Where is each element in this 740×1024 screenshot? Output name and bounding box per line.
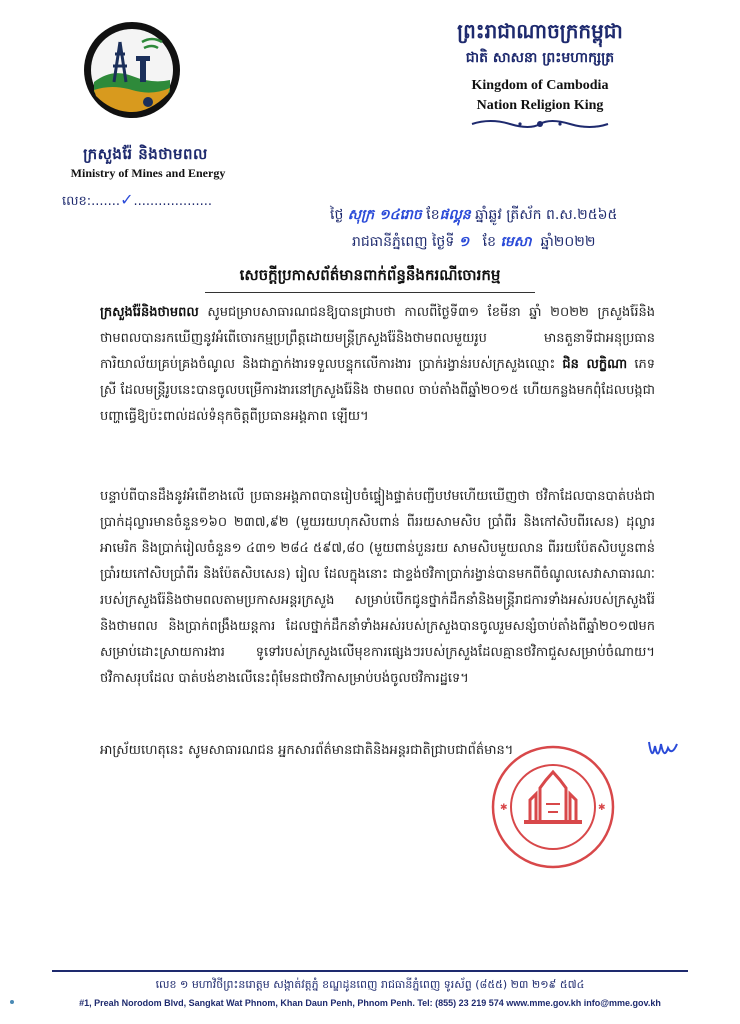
national-motto-english: Nation Religion King [476, 98, 604, 113]
paragraph-1-lead: ក្រសួងរ៉ែនិងថាមពល [100, 305, 199, 320]
paragraph-1-text-a: សូមជម្រាបសាធារណជនឱ្យបានជ្រាបថា កាលពីថ្ងៃទី៣១ ខែមីនា ឆ្នាំ ២០២២ ក្រសួងរ៉ែនិងថាមពលបានរកឃើញនូវអំពើចោរកម្មប្រព្រឹត្តដោយមន្ត្រីក្រសួងរ៉ែនិងថាមពលមួយរូប មានតួនាទីជាអនុប្រធានការិយាល័យគ្រប់គ្រងចំណូល និងជាភ្នាក់ងារទទួលបន្ទុកលើការងារ ប្រាក់រង្វាន់របស់ក្រសួងឈ្មោះ [100, 305, 655, 372]
reference-dots: ................... [133, 194, 212, 209]
lunar-date-line [330, 205, 617, 226]
national-motto-khmer: ជាតិ សាសនា ព្រះមហាក្សត្រ [465, 50, 615, 66]
lunar-month-handwritten: ផល្គុន [439, 207, 471, 223]
footer-address-khmer: លេខ ១ មហាវិថីព្រះនរោត្តម សង្កាត់វត្តភ្នំ ខណ្ឌដូនពេញ រាជធានីភ្នំពេញ ទូរស័ព្ទ (៨៥៥) ២៣ ២១៩ ៥៧៤ [155, 978, 585, 991]
lunar-date-prefix: ថ្ងៃ [330, 207, 344, 223]
tacteing-ornament-icon [470, 118, 610, 130]
reference-number-line [62, 190, 212, 212]
ministry-logo-icon [82, 20, 182, 120]
page-mark-dot [10, 1000, 14, 1004]
solar-month-handwritten: មេសា [500, 234, 532, 250]
reference-label: លេខ:....... [62, 194, 121, 209]
kingdom-name-khmer: ព្រះរាជាណាចក្រកម្ពុជា [457, 19, 623, 43]
paragraph-1-person-name: ជិន លក្ខិណា [562, 357, 628, 372]
official-seal-stamp-icon [490, 744, 616, 870]
paragraph-1 [100, 300, 655, 430]
document-title: សេចក្តីប្រកាសព័ត៌មានពាក់ព័ន្ធនឹងករណីចោរកម្ម [0, 266, 740, 293]
solar-date-line [352, 232, 595, 253]
svg-text:✱: ✱ [500, 803, 508, 813]
solar-date-prefix: រាជធានីភ្នំពេញ ថ្ងៃទី [352, 234, 455, 250]
lunar-year-suffix: ឆ្នាំឆ្លូវ ត្រីស័ក ព.ស.២៥៦៥ [475, 207, 618, 223]
solar-month-label: ខែ [482, 234, 496, 250]
footer-divider [52, 970, 688, 972]
signature-icon [646, 736, 680, 764]
ministry-name-english: Ministry of Mines and Energy [70, 166, 226, 180]
paragraph-3: អាស្រ័យហេតុនេះ សូមសាធារណជន អ្នកសារព័ត៌មានជាតិនិងអន្តរជាតិជ្រាបជាព័ត៌មាន។ [100, 743, 514, 758]
footer-address-english: #1, Preah Norodom Blvd, Sangkat Wat Phnom, Khan Daun Penh, Phnom Penh. Tel: (855) 23 219 574 www.mme.gov.kh info@mme.gov.kh [79, 998, 661, 1008]
solar-day-handwritten: ១ [458, 234, 470, 250]
kingdom-name-english: Kingdom of Cambodia [471, 78, 609, 93]
paragraph-1-text-b: ភេទ ស្រី ដែលមន្ត្រីរូបនេះបានចូលបម្រើការងារនៅក្រសួងរ៉ែនិង ថាមពល ចាប់តាំងពីឆ្នាំ២០១៥ ហើយកន្លងមកពុំដែលបង្កជាបញ្ហាធ្វើឱ្យប៉ះពាល់ដល់ទំនុកចិត្តពីប្រធានអង្គភាព ឡើយ។ [100, 357, 656, 424]
ministry-name-khmer: ក្រសួងរ៉ែ និងថាមពល [83, 145, 208, 163]
lunar-day-handwritten: សុក្រ ១៤រោច [347, 207, 422, 223]
svg-text:✱: ✱ [598, 803, 606, 813]
paragraph-2: បន្ទាប់ពីបានដឹងនូវអំពើខាងលើ ប្រធានអង្គភាពបានរៀបចំផ្ទៀងផ្ទាត់បញ្ជីបឋមហើយឃើញថា ថវិកាដែលបានបាត់បង់ជាប្រាក់ដុល្លារមានចំនួន១៦០ ២៣៧,៩២ (មួយរយហុកសិបពាន់ ពីររយសាមសិប ប្រាំពីរ និងកៅសិបពីរសេន) ដុល្លារអាមេរិក និងប្រាក់រៀលចំនួន១ ៤៣១ ២៨៤ ៥៩៧,៨០ (មួយពាន់បួនរយ សាមសិបមួយលាន ពីររយប៉ែតសិបបួនពាន់ ប្រាំរយកៅសិបប្រាំពីរ និងប៉ែតសិបសេន) រៀល ដែលក្នុងនោះ ជាខ្ទង់ថវិកាប្រាក់រង្វាន់បានមកពីចំណូលសេវាសាធារណៈរបស់ក្រសួងរ៉ែនិងថាមពលតាមប្រកាសអន្តរក្រសួង សម្រាប់បើកជូនថ្នាក់ដឹកនាំនិងមន្ត្រីរាជការទាំងអស់របស់ក្រសួងរ៉ែនិងថាមពល និងប្រាក់ពង្រឹងយន្តការ ដែលថ្នាក់ដឹកនាំទាំងអស់របស់ក្រសួងបានចូលរួមសន្សំចាប់តាំងពីឆ្នាំ២០១៧មកសម្រាប់ដោះស្រាយការងារ ទូទៅរបស់ក្រសួងលើមុខការផ្សេងៗរបស់ក្រសួងដែលគ្មានថវិកាជួសសម្រាប់ចំណាយ។ ថវិកាសរុបដែល បាត់បង់ខាងលើនេះពុំមែនជាថវិកាសម្រាប់បង់ចូលថវិការដ្ឋទេ។ [100, 489, 655, 686]
lunar-month-label: ខែ [426, 207, 440, 223]
checkmark-icon: ✓ [120, 190, 134, 209]
solar-year: ឆ្នាំ២០២២ [540, 234, 596, 250]
